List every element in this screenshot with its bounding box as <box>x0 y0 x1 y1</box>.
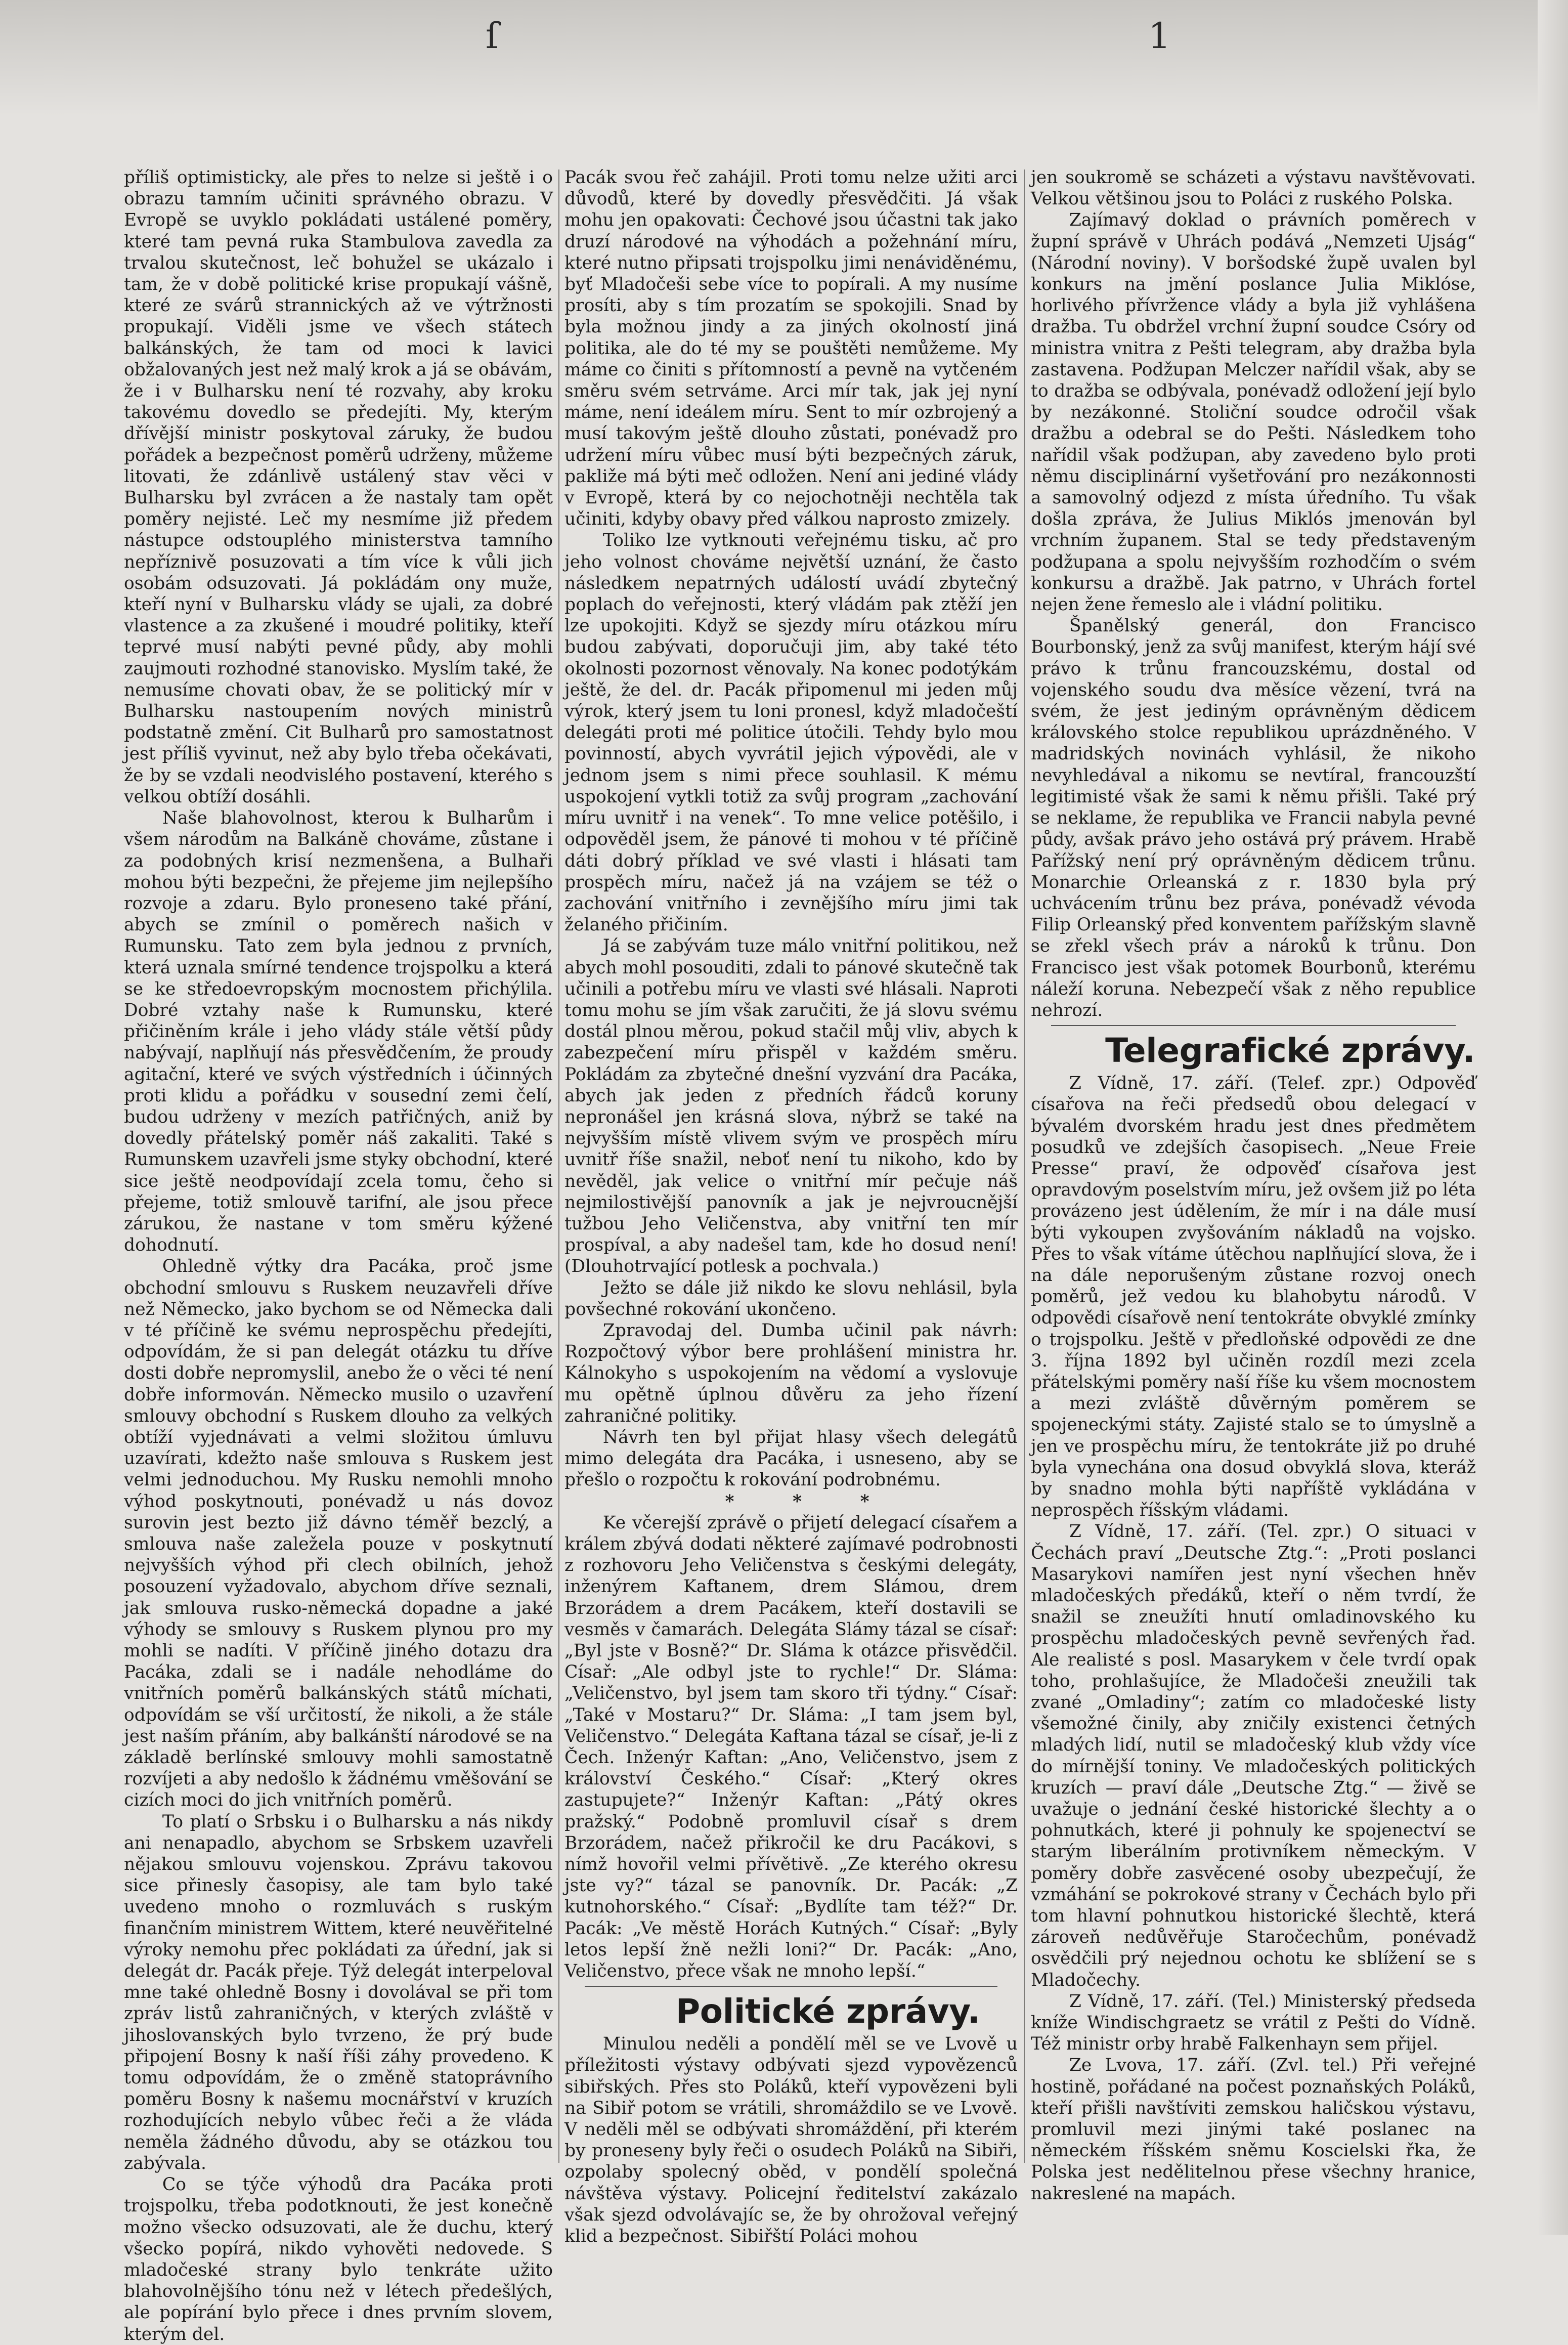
article-paragraph: Pacák svou řeč zahájil. Proti tomu nelze užiti arci důvodů, které by dovedly přesvědčiti. Já však mohu jen opakovati: Čechové jsou účastni tak jako druzí národové na výhodách a požehnání míru, které nutno připsati trojspolku jimi nenáviděnému, byť Mladočeši sebe více to popírali. A my nusíme prosíti, aby s tím prozatím se spokojili. Snad by byla možnou jindy a za jiných okolností jiná politika, ale do té my se pouštěti nemůžeme. My máme co činiti s přítomností a pevně na vytčeném směru svém setrváme. Arci mír tak, jak jej nyní máme, není ideálem míru. Sent to mír ozbrojený a musí takovým ještě dlouho zůstati, ponévadž pro udržení míru vůbec musí býti bezpečných záruk, pakliže má býti meč odložen. Není ani jediné vlády v Evropě, která by co nejochotněji nechtěla tak učiniti, kdyby obavy před válkou naprosto zmizely. <box>564 167 1018 530</box>
telegram-paragraph: Z Vídně, 17. září. (Telef. zpr.) Odpověď císařova na řeči předsedů obou delegací v bývalém dvorském hradu jest dnes předmětem posudků ve zdejších časopisech. „Neue Freie Presse“ praví, že odpověď císařova jest opravdovým poselstvím míru, jež ovšem již po léta provázeno jest údělením, že mír i na dále musí býti vykoupen zvyšováním nákladů na vojsko. Přes to však vítáme útěchou naplňující slova, že i na dále neporušeným zůstane rozvoj onech poměrů, jež vedou ku blahobytu národů. V odpovědi císařově není tentokráte obvyklé zmínky o trojspolku. Ještě v předloňské odpovědi ze dne 3. října 1892 byl učiněn rozdíl mezi zcela přátelskými poměry naší říše ku všem mocnostem a mezi zvláště důvěrným poměrem se spojeneckými státy. Zajisté stalo se to úmyslně a jen ve prospěchu míru, že tentokráte již po druhé byla vynechána ona dosud obvyklá slova, kteráž by snadno mohla býti napříště vykládána v neprospěch říšským vládami. <box>1031 1073 1476 1521</box>
article-paragraph: Ohledně výtky dra Pacáka, proč jsme obchodní smlouvu s Ruskem neuzavřeli dříve než Německo, jako bychom se od Německa dali v té příčině ke svému neprospěchu předejíti, odpovídám, že si pan delegát otázku tu dříve dosti dobře nepromyslil, anebo že o věci té není dobře informován. Německo musilo o uzavření smlouvy obchodní s Ruskem dlouho za velkých obtíží vyjednávati a velmi složitou úmluvu uzavírati, kdežto naše smlouva s Ruskem jest velmi jednoduchou. My Rusku nemohli mnoho výhod poskytnouti, ponévadž u nás dovoz surovin jest bezto již dávno téměř bezclý, a smlouva naše zaležela pouze v poskytnutí nejvyšších výhod při clech obilních, jehož posouzení vyžadovalo, abychom dříve seznali, jak smlouva rusko-německá dopadne a jaké výhody se smlouvy s Ruskem plynou pro my mohli se nadíti. V příčině jiného dotazu dra Pacáka, zdali se i nadále nehodláme do vnitřních poměrů balkánských států míchati, odpovídám se vší určitostí, že nikoli, a že stále jest naším přáním, aby balkánští národové se na základě berlínské smlouvy mohli samostatně rozvíjeti a aby nedošlo k žádnému vměšování se cizích moci do jich vnitřních poměrů. <box>124 1256 553 1811</box>
column-divider <box>1024 169 1025 2163</box>
telegram-paragraph: Z Vídně, 17. září. (Tel.) Ministerský předseda kníže Windischgraetz se vrátil z Pešti do Vídně. Též ministr orby hrabě Falkenhayn sem přijel. <box>1031 1991 1476 2055</box>
article-paragraph: jen soukromě se scházeti a výstavu navštěvovati. Velkou většinou jsou to Poláci z ruského Polska. <box>1031 167 1476 209</box>
telegram-paragraph: Z Vídně, 17. září. (Tel. zpr.) O situaci v Čechách praví „Deutsche Ztg.“: „Proti poslanci Masarykovi namířen jest nyní všechen hněv mladočeských předáků, kteří o něm tvrdí, že snažil se zneužíti hnutí omladinovského ku prospěchu mladočeských pevně sevřených řad. Ale realisté s posl. Masarykem v čele tvrdí opak toho, prohlašujíce, že Mladočeši zneužili tak zvané „Omladiny“; zatím co mladočeské listy všemožné činily, aby zničily existenci četných mladých lidí, nutil se mladočeský klub vždy více do mírnější toniny. Ve mladočeských politických kruzích — praví dále „Deutsche Ztg.“ — živě se uvažuje o jednání české historické šlechty a o pohnutkách, které ji pohnuly ke spojenectví se starým liberálním protivníkem německým. V poměry dobře zasvěcené osoby ubezpečují, že vzmáhání se pokrokové strany v Čechách bylo při tom hlavní pohnutkou historické šlechtě, která zároveň nedůvěřuje Staročechům, ponévadž osvědčili prý nejednou ochotu ke sblížení se s Mladočechy. <box>1031 1521 1476 1990</box>
section-rule <box>1051 1025 1456 1026</box>
article-paragraph: Minulou neděli a pondělí měl se ve Lvově u příležitosti výstavy odbývati sjezd vypovězenců sibiřských. Přes sto Poláků, kteří vypovězeni byli na Sibiř potom se vrátili, shromáždilo se ve Lvově. V neděli měl se odbývati shromáždění, při kterém by proneseny byly řeči o osudech Poláků na Sibiři, ozpolaby spolecný oběd, v pondělí společná návštěva výstavy. Policejní ředitelství zakázalo však sjezd odvolávajíc se, že by ohrožoval veřejný klid a bezpečnost. Sibiřští Poláci mohou <box>564 2034 1018 2247</box>
article-paragraph: To platí o Srbsku i o Bulharsku a nás nikdy ani nenapadlo, abychom se Srbskem uzavřeli nějakou smlouvu vojenskou. Zprávu takovou sice přinesly časopisy, ale tam bylo také uvedeno mnoho o rozmluvách s ruským finančním ministrem Wittem, které neuvěřitelné výroky nemohu přec pokládati za úřední, jak si delegát dr. Pacák přeje. Týž delegát interpeloval mne také ohledně Bosny i dovolával se při tom zpráv listů zahraničných, v kterých zvláště v jihoslovanských bylo tvrzeno, že prý bude připojení Bosny k naší říši záhy provedeno. K tomu odpovídám, že o změně statoprávního poměru Bosny k našemu mocnářství v kruzích rozhodujících nebylo vůbec řeči a že vláda neměla žádného důvodu, aby se otázkou tou zabývala. <box>124 1811 553 2173</box>
column-left <box>124 167 553 2344</box>
ink-mark: 1 <box>1148 15 1171 57</box>
article-paragraph: Zajímavý doklad o právních poměrech v župní správě v Uhrách podává „Nemzeti Ujság“ (Národní noviny). V boršodské župě uvalen byl konkurs na jmění poslance Julia Miklóse, horlivého přívržence vlády a byla již vyhlášena dražba. Tu obdržel vrchní župní soudce Csóry od ministra vnitra z Pešti telegram, aby dražba byla zastavena. Podžupan Melczer nařídil však, aby se to dražba se odbývala, ponévadž odložení její bylo by nezákonné. Stoliční soudce odročil však dražbu a odebral se do Pešti. Následkem toho nařídil však podžupan, aby zavedeno bylo proti němu disciplinární vyšetřování pro nezákonnosti a samovolný odjezd z místa úředního. Tu však došla zpráva, že Julius Miklós jmenován byl vrchním županem. Stal se tedy představeným podžupana a spolu nejvyšším rozhodčím o svém konkursu a dražbě. Jak patrno, v Uhrách fortel nejen žene řemeslo ale i vládní politiku. <box>1031 210 1476 615</box>
page-right-shadow <box>1538 0 1568 2235</box>
column-divider <box>558 169 559 2163</box>
page-top-shadow <box>0 0 1568 116</box>
article-paragraph: Ke včerejší zprávě o přijetí delegací císařem a králem zbývá dodati některé zajímavé podrobnosti z rozhovoru Jeho Veličenstva s českými delegáty, inženýrem Kaftanem, drem Slámou, drem Brzorádem a drem Pacákem, kteří dostavili se vesměs v čamarách. Delegáta Slámy tázal se císař: „Byl jste v Bosně?“ Dr. Sláma k otázce přisvědčil. Císař: „Ale odbyl jste to rychle!“ Dr. Sláma: „Veličenstvo, byl jsem tam skoro tři týdny.“ Císař: „Také v Mostaru?“ Dr. Sláma: „I tam jsem byl, Veličenstvo.“ Delegáta Kaftana tázal se císař, je-li z Čech. Inženýr Kaftan: „Ano, Veličenstvo, jsem z království Českého.“ Císař: „Který okres zastupujete?“ Inženýr Kaftan: „Pátý okres pražský.“ Podobně promluvil císař s drem Brzorádem, načež přikročil ke dru Pacákovi, s nímž hovořil velmi přívětivě. „Ze kterého okresu jste vy?“ tázal se panovník. Dr. Pacák: „Z kutnohorského.“ Císař: „Bydlíte tam též?“ Dr. Pacák: „Ve městě Horách Kutných.“ Císař: „Byly letos lepší žně nežli loni?“ Dr. Pacák: „Ano, Veličenstvo, přece však ne mnoho lepší.“ <box>564 1512 1018 1982</box>
article-paragraph: Co se týče výhodů dra Pacáka proti trojspolku, třeba podotknouti, že jest konečně možno všecko odsuzovati, ale že duchu, který všecko popírá, nikdo vyhověti nedovede. S mladočeské strany bylo tenkráte užito blahovolnějšího tónu než v létech předešlých, ale popírání bylo přece i dnes prvním slovem, kterým del. <box>124 2175 553 2344</box>
ink-mark: ſ <box>486 15 499 57</box>
section-title-telegraficke: Telegrafické zprávy. <box>1105 1031 1475 1071</box>
article-paragraph: Zpravodaj del. Dumba učinil pak návrh: Rozpočtový výbor bere prohlášení ministra hr. Kálnokyho s uspokojením na vědomí a vyslovuje mu opětně úplnou důvěru za jeho řízení zahraničné politiky. <box>564 1320 1018 1426</box>
section-separator: * * * <box>725 1491 896 1512</box>
article-paragraph: Španělský generál, don Francisco Bourbonský, jenž za svůj manifest, kterým hájí své právo k trůnu francouzskému, dostal od vojenského soudu dva měsíce vězení, tvrá na svém, že jest jediným oprávněným dědicem královského stolce republikou uprázdněného. V madridských novinách vyhlásil, že nikoho nevyhledával a nikomu se nevtíral, francouzští legitimisté však že sami k němu přišli. Také prý se neklame, že republika ve Francii nabyla pevné půdy, avšak právo jeho ostává prý právem. Hrabě Pařížský není prý oprávněným dědicem trůnu. Monarchie Orleanská z r. 1830 byla prý uchvácením trůnu bez práva, ponévadž vévoda Filip Orleanský před konventem pařížským slavně se zřekl všech práv a nároků k trůnu. Don Francisco jest však potomek Bourbonů, kterému náleží koruna. Nebezpečí však z něho republice nehrozí. <box>1031 616 1476 1020</box>
column-middle <box>564 167 1018 2247</box>
article-paragraph: Já se zabývám tuze málo vnitřní politikou, než abych mohl posouditi, zdali to pánové skutečně tak učinili a potřebu míru ve vlasti své hlásali. Naproti tomu mohu se jím však zaručiti, že já slovu svému dostál plnou měrou, pokud stačil můj vliv, abych k zabezpečení míru přispěl v každém směru. Pokládám za zbytečné dnešní vyzvání dra Pacáka, abych jak jeden z předních řádců koruny nepronášel jen krásná slova, nýbrž se také na nejvyšším místě vlivem svým ve prospěch míru uvnitř říše snažil, neboť není tu nikoho, kdo by nevěděl, jak velice o vnitřní mír pečuje náš nejmilostivější panovník a jak je nejvroucnější tužbou Jeho Veličenstva, aby vnitřní ten mír prospíval, a aby nadešel tam, kde ho dosud není! (Dlouhotrvající potlesk a pochvala.) <box>564 936 1018 1277</box>
article-paragraph: Ježto se dále již nikdo ke slovu nehlásil, byla povšechné rokování ukončeno. <box>564 1277 1018 1319</box>
article-paragraph: Toliko lze vytknouti veřejnému tisku, ač pro jeho volnost chováme největší uznání, že často následkem nepatrných událostí uvádí zbytečný poplach do veřejnosti, který vládám pak ztěží jen lze upokojiti. Když se sjezdy míru otázkou míru budou zabývati, doporučuji jim, aby také této okolnosti pozornost věnovaly. Na konec podotýkám ještě, že del. dr. Pacák připomenul mi jeden můj výrok, který jsem tu loni pronesl, když mladočeští delegáti proti mé politice útočili. Tehdy bylo mou povinností, abych vyvrátil jejich výpovědi, ale v jednom jsem s nimi přece souhlasil. K mému uspokojení vytkli totiž za svůj program „zachování míru uvnitř i na venek“. To mne velice potěšilo, i odpověděl jsem, že pánové ti mohou v té příčině dáti dobrý příklad ve své vlasti i hlásati tam prospěch míru, načež já na vzájem se též o zachování vnitřního i zevnějšího míru jimi tak želaného přičiním. <box>564 530 1018 935</box>
section-title-politicke: Politické zprávy. <box>675 1992 980 2031</box>
article-paragraph: Návrh ten byl přijat hlasy všech delegátů mimo delegáta dra Pacáka, i usneseno, aby se přešlo o rozpočtu k rokování podrobnému. <box>564 1427 1018 1490</box>
section-rule <box>585 1986 997 1987</box>
telegram-paragraph: Ze Lvova, 17. září. (Zvl. tel.) Při veřejné hostině, pořádané na počest poznaňských Poláků, kteří přišli navštíviti zemskou haličskou výstavu, promluvil mezi jinými také poslanec na německém říšském sněmu Koscielski řka, že Polska jest nedělitelnou přese všechny hranice, nakreslené na mapách. <box>1031 2055 1476 2204</box>
column-right <box>1031 167 1476 2204</box>
article-paragraph: příliš optimisticky, ale přes to nelze si ještě i o obrazu tamním učiniti správného obrazu. V Evropě se uvyklo pokládati ustálené poměry, které tam pevná ruka Stambulova zavedla za trvalou skutečnost, leč bohužel se ukázalo i tam, že v době politické krise propukají vášně, které ze svárů strannických až ve výtržnosti propukají. Viděli jsme ve všech státech balkánských, že tam od moci k lavici obžalovaných jest než malý krok a já se obávám, že i v Bulharsku není té rozvahy, aby kroku takovému dovedlo se předejíti. My, kterým dřívější ministr poskytoval záruky, že budou pořádek a bezpečnost poměrů udrženy, můžeme litovati, že zdánlivě ustálený stav věci v Bulharsku byl zvrácen a že nastaly tam opět poměry nejisté. Leč my nesmíme již předem nástupce odstouplého ministerstva tamního nepříznivě posuzovati a tím více k vůli jich osobám odsuzovati. Já pokládám ony muže, kteří nyní v Bulharsku vlády se ujali, za dobré vlastence a za zkušené i moudré politiky, kteří teprvé musí nabýti pevné půdy, aby mohli zaujmouti rozhodné stanovisko. Myslím také, že nemusíme chovati obav, že se politický mír v Bulharsku nastoupením nových ministrů podstatně změní. Cit Bulharů pro samostatnost jest příliš vyvinut, než aby bylo třeba očekávati, že by se vzdali neodvislého postavení, kterého s velkou obtíží dosáhli. <box>124 167 553 807</box>
article-paragraph: Naše blahovolnost, kterou k Bulharům i všem národům na Balkáně chováme, zůstane i za podobných krisí nezmenšena, a Bulhaři mohou býti bezpečni, že přejeme jim nejlepšího rozvoje a zdaru. Bylo proneseno také přání, abych se zmínil o poměrech našich v Rumunsku. Tato zem byla jednou z prvních, která uznala smírné tendence trojspolku a která se ke středoevropským mocnostem přichýlila. Dobré vztahy naše k Rumunsku, které přičiněním krále i jeho vlády stále větší půdy nabývají, naplňují nás přesvědčením, že proudy agitační, které ve svých výstředních i účinných proti klidu a pořádku v sousední zemi čelí, budou udrženy v mezích patřičných, aniž by dovedly přátelský poměr náš zakaliti. Také s Rumunskem uzavřeli jsme styky obchodní, které sice ještě neodpovídají zcela tomu, čeho si přejeme, totiž smlouvě tarifní, ale jsou přece zárukou, že nastane v tom směru kýžené dohodnutí. <box>124 808 553 1256</box>
